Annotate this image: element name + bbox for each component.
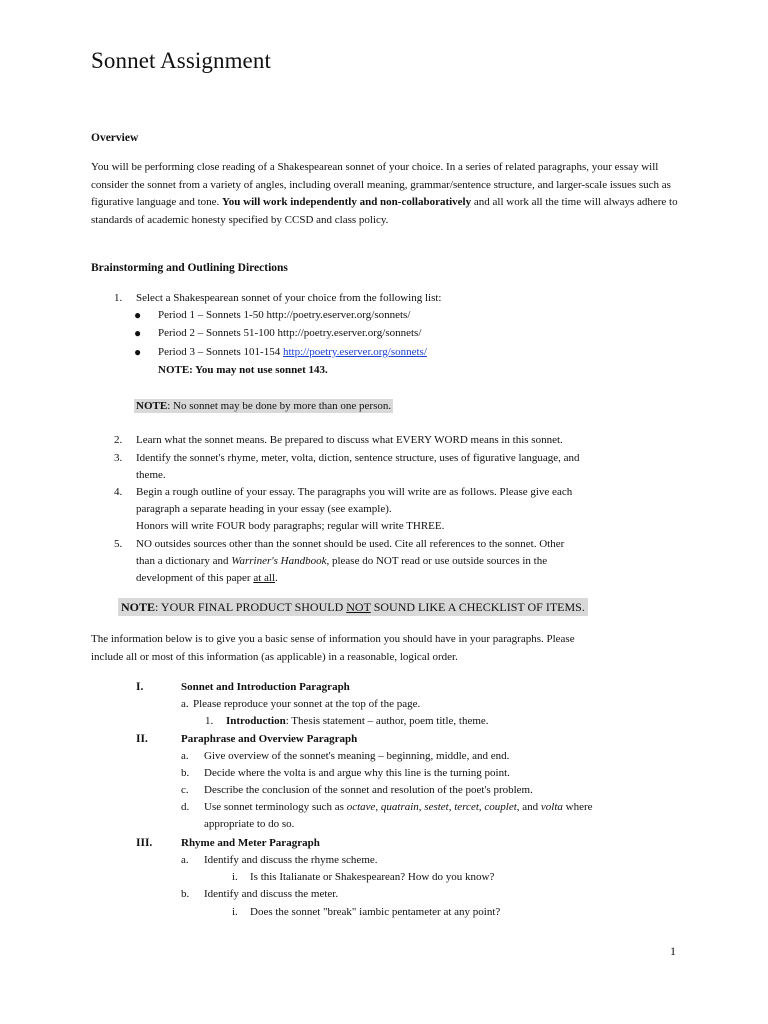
list-number: 3. bbox=[114, 452, 123, 464]
list-letter: b. bbox=[181, 767, 190, 779]
list-number: 1. bbox=[205, 715, 214, 727]
list-item-text bbox=[136, 553, 547, 570]
text-run: development of this paper bbox=[136, 572, 254, 584]
period-link[interactable]: http://poetry.eserver.org/sonnets/ bbox=[282, 346, 427, 358]
period-label: Period 2 – Sonnets 51-100 bbox=[158, 327, 278, 339]
note-checklist bbox=[118, 599, 588, 616]
bullet-icon: ● bbox=[134, 345, 142, 359]
list-item-text: Is this Italianate or Shakespearean? How do you know? bbox=[250, 871, 495, 883]
list-item-text: theme. bbox=[136, 469, 166, 481]
list-number: 1. bbox=[114, 292, 123, 304]
text-run: Use sonnet terminology such as bbox=[204, 801, 347, 813]
list-number: 2. bbox=[114, 434, 123, 446]
underlined-text: at all bbox=[253, 572, 275, 584]
note-label: NOTE bbox=[121, 600, 156, 614]
list-item-text: Begin a rough outline of your essay. The paragraphs you will write are as follows. Please give each bbox=[136, 486, 573, 498]
list-item-text: Identify and discuss the meter. bbox=[204, 888, 339, 900]
list-letter: d. bbox=[181, 801, 190, 813]
list-item-text: Does the sonnet "break" iambic pentameter at any point? bbox=[250, 906, 501, 918]
overview-text-end: and all work all the time will always adhere to standards of academic honesty specified by CCSD and class policy. bbox=[91, 196, 678, 226]
note-one-person bbox=[134, 398, 393, 415]
info-text: include all or most of this information (as applicable) in a reasonable, logical order. bbox=[91, 651, 458, 663]
list-item-text: Decide where the volta is and argue why this line is the turning point. bbox=[204, 767, 510, 779]
list-item-text: NO outsides sources other than the sonnet should be used. Cite all references to the sonnet. Other bbox=[136, 538, 565, 550]
overview-text: You will be performing close reading of a Shakespearean sonnet of your choice. In a series of related paragraphs, your essay will consider the sonnet from a variety of angles, including overall meaning, grammar/sentence structure, and larger-scale issues such as figurative language and tone. bbox=[91, 161, 671, 208]
overview-heading: Overview bbox=[91, 132, 139, 144]
term: couplet bbox=[484, 801, 517, 813]
note-emphasis: NOT bbox=[346, 600, 371, 614]
period-url: http://poetry.eserver.org/sonnets/ bbox=[277, 327, 422, 339]
term: volta bbox=[540, 801, 563, 813]
term: sestet bbox=[424, 801, 449, 813]
text-run: where bbox=[562, 801, 593, 813]
period-item bbox=[158, 325, 421, 342]
period-item bbox=[158, 307, 410, 324]
info-text: The information below is to give you a basic sense of information you should have in your paragraphs. Please bbox=[91, 633, 575, 645]
list-letter: b. bbox=[181, 888, 190, 900]
term: tercet bbox=[454, 801, 479, 813]
text-run: : Thesis statement – author, poem title, theme. bbox=[285, 715, 489, 727]
list-number: 5. bbox=[114, 538, 123, 550]
note-label: NOTE bbox=[136, 400, 168, 412]
period-label: Period 3 – Sonnets 101-154 bbox=[158, 346, 283, 358]
page-number: 1 bbox=[670, 944, 676, 958]
overview-paragraph bbox=[91, 159, 681, 229]
text-run: . bbox=[275, 572, 278, 584]
list-item-text: Identify and discuss the rhyme scheme. bbox=[204, 854, 378, 866]
text-run: , bbox=[375, 801, 381, 813]
bullet-icon: ● bbox=[134, 308, 142, 322]
section-number: I. bbox=[136, 681, 144, 693]
text-run: , bbox=[478, 801, 485, 813]
list-item-text: Learn what the sonnet means. Be prepared to discuss what EVERY WORD means in this sonnet. bbox=[136, 434, 563, 446]
bullet-icon: ● bbox=[134, 326, 142, 340]
page-title: Sonnet Assignment bbox=[91, 48, 271, 73]
list-letter: a. bbox=[181, 698, 189, 710]
note-text: SOUND LIKE A CHECKLIST OF ITEMS. bbox=[370, 600, 585, 614]
brainstorm-heading: Brainstorming and Outlining Directions bbox=[91, 262, 288, 274]
bold-text: Introduction bbox=[226, 715, 286, 727]
list-item-text: Give overview of the sonnet's meaning – beginning, middle, and end. bbox=[204, 750, 510, 762]
list-letter: c. bbox=[181, 784, 189, 796]
section-number: II. bbox=[136, 733, 148, 745]
section-number: III. bbox=[136, 837, 153, 849]
term: octave bbox=[346, 801, 376, 813]
note-text: : No sonnet may be done by more than one person. bbox=[167, 400, 392, 412]
period-url: http://poetry.eserver.org/sonnets/ bbox=[266, 309, 411, 321]
section-title: Rhyme and Meter Paragraph bbox=[181, 837, 320, 849]
list-roman: i. bbox=[232, 906, 238, 918]
list-item-text: Honors will write FOUR body paragraphs; regular will write THREE. bbox=[136, 520, 445, 532]
section-title: Sonnet and Introduction Paragraph bbox=[181, 681, 350, 693]
text-run: , and bbox=[516, 801, 541, 813]
list-item-text: appropriate to do so. bbox=[204, 818, 295, 830]
list-item-text: Describe the conclusion of the sonnet and resolution of the poet's problem. bbox=[204, 784, 533, 796]
list-letter: a. bbox=[181, 750, 189, 762]
period-item bbox=[158, 344, 427, 361]
list-roman: i. bbox=[232, 871, 238, 883]
book-title: Warriner's Handbook bbox=[231, 555, 327, 567]
list-number: 4. bbox=[114, 486, 123, 498]
list-item-text: Identify the sonnet's rhyme, meter, volta, diction, sentence structure, uses of figurative language, and bbox=[136, 452, 580, 464]
list-item-text bbox=[136, 570, 278, 587]
term: quatrain bbox=[380, 801, 419, 813]
list-item-text: Please reproduce your sonnet at the top of the page. bbox=[193, 698, 421, 710]
overview-bold-text: You will work independently and non-collaboratively bbox=[222, 196, 472, 208]
list-item-text bbox=[226, 713, 489, 730]
period-label: Period 1 – Sonnets 1-50 bbox=[158, 309, 267, 321]
note-sonnet-143: NOTE: You may not use sonnet 143. bbox=[158, 364, 328, 376]
text-run: , bbox=[418, 801, 425, 813]
text-run: , bbox=[448, 801, 455, 813]
list-letter: a. bbox=[181, 854, 189, 866]
text-run: , please do NOT read or use outside sources in the bbox=[326, 555, 548, 567]
text-run: than a dictionary and bbox=[136, 555, 232, 567]
section-title: Paraphrase and Overview Paragraph bbox=[181, 733, 358, 745]
list-item-text bbox=[204, 799, 593, 816]
list-item-text: Select a Shakespearean sonnet of your choice from the following list: bbox=[136, 292, 442, 304]
list-item-text: paragraph a separate heading in your essay (see example). bbox=[136, 503, 392, 515]
note-text: : YOUR FINAL PRODUCT SHOULD bbox=[155, 600, 347, 614]
